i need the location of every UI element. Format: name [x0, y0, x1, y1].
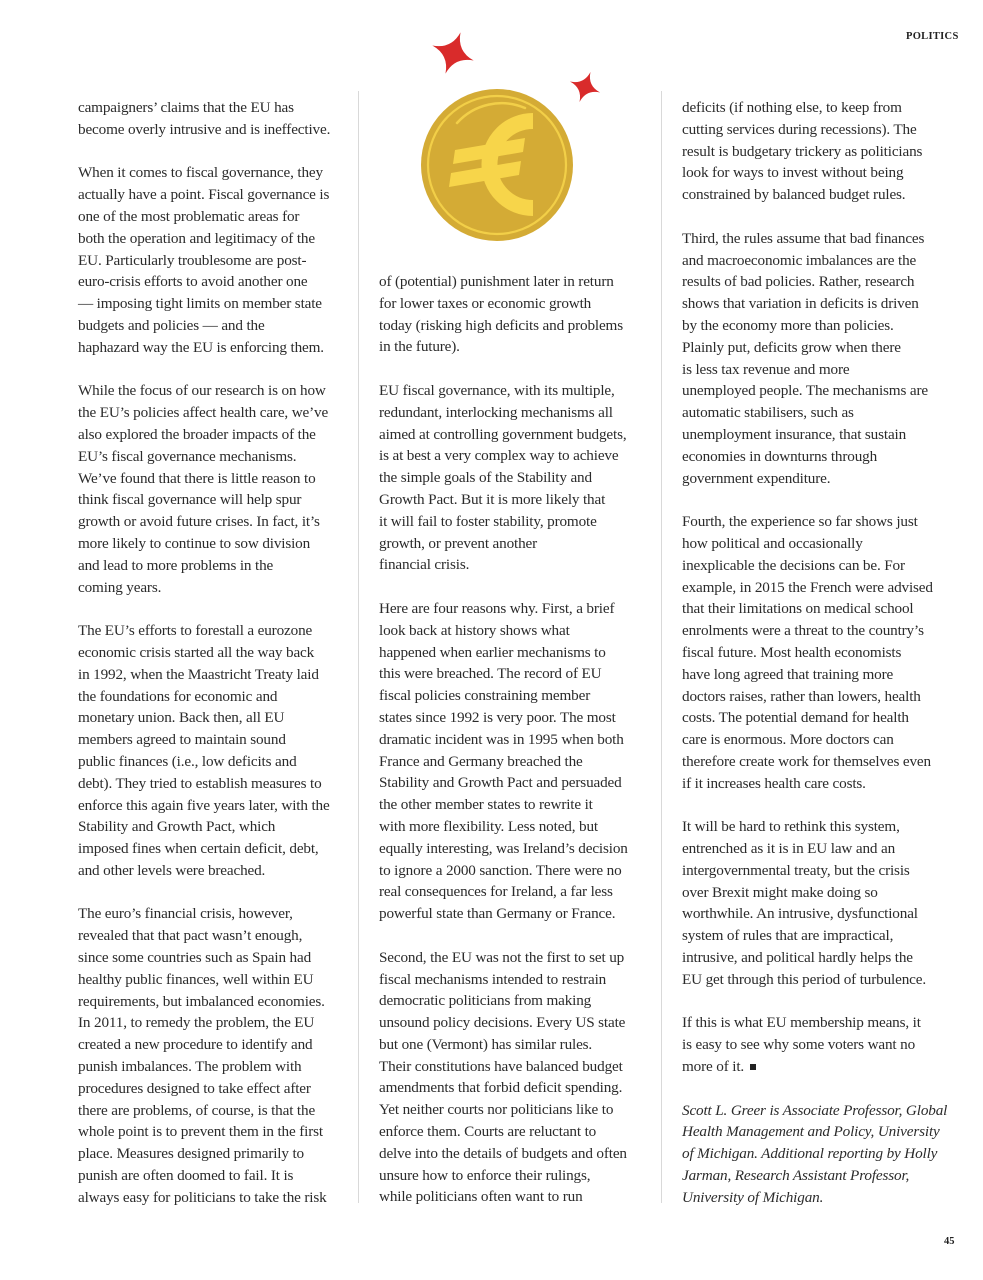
- paragraph: [78, 620, 348, 882]
- text-line: unsound policy decisions. Every US state: [379, 1014, 626, 1032]
- byline-line: Health Management and Policy, University: [682, 1123, 940, 1141]
- text-line: and lead to more problems in the: [78, 556, 274, 574]
- text-line: look for ways to invest without being: [682, 164, 904, 182]
- text-line: look back at history shows what: [379, 621, 570, 639]
- text-line: coming years.: [78, 578, 162, 596]
- text-line: In 2011, to remedy the problem, the EU: [78, 1014, 315, 1032]
- text-line: It will be hard to rethink this system,: [682, 818, 900, 836]
- text-line: fiscal mechanisms intended to restrain: [379, 970, 607, 988]
- page-number: 45: [944, 1236, 955, 1247]
- text-line: public finances (i.e., low deficits and: [78, 752, 297, 770]
- text-line: cutting services during recessions). The: [682, 120, 917, 138]
- paragraph: [379, 271, 649, 358]
- text-line: Fourth, the experience so far shows just: [682, 513, 918, 531]
- text-line: happened when earlier mechanisms to: [379, 643, 606, 661]
- text-line: for lower taxes or economic growth: [379, 294, 592, 312]
- paragraph: [78, 162, 348, 358]
- text-line: in the future).: [379, 338, 460, 356]
- section-label: POLITICS: [906, 31, 959, 42]
- text-line: delve into the details of budgets and often: [379, 1144, 627, 1162]
- text-line: revealed that that pact wasn’t enough,: [78, 927, 303, 945]
- text-line: intergovernmental treaty, but the crisis: [682, 861, 910, 879]
- paragraph: [379, 380, 649, 576]
- text-line: how political and occasionally: [682, 534, 863, 552]
- text-line: that their limitations on medical school: [682, 600, 914, 618]
- text-line: inexplicable the decisions can be. For: [682, 556, 905, 574]
- text-line: of (potential) punishment later in return: [379, 273, 614, 290]
- text-line: care is enormous. More doctors can: [682, 731, 894, 749]
- text-line: EU’s fiscal governance mechanisms.: [78, 447, 297, 465]
- text-line: Their constitutions have balanced budget: [379, 1057, 623, 1075]
- text-line: the other member states to rewrite it: [379, 796, 593, 814]
- text-line: in 1992, when the Maastricht Treaty laid: [78, 665, 319, 683]
- sparkle-icon: [425, 28, 481, 81]
- text-line: always easy for politicians to take the risk: [78, 1188, 327, 1206]
- byline-line: University of Michigan.: [682, 1188, 824, 1206]
- text-line: since some countries such as Spain had: [78, 949, 312, 967]
- end-mark-icon: [750, 1064, 756, 1070]
- sparkle-icon: [564, 66, 605, 107]
- text-line: actually have a point. Fiscal governance is: [78, 186, 330, 204]
- column-divider: [358, 91, 359, 1203]
- text-line: the simple goals of the Stability and: [379, 469, 592, 487]
- text-line: budgets and policies — and the: [78, 316, 265, 334]
- text-line: example, in 2015 the French were advised: [682, 578, 933, 596]
- text-line: today (risking high deficits and problems: [379, 316, 623, 334]
- text-line: economic crisis started all the way back: [78, 643, 315, 661]
- paragraph: [682, 511, 952, 794]
- text-line: campaigners’ claims that the EU has: [78, 99, 294, 116]
- text-line: both the operation and legitimacy of the: [78, 229, 315, 247]
- text-line: democratic politicians from making: [379, 992, 592, 1010]
- author-byline: [682, 1100, 952, 1209]
- text-line: there are problems, of course, is that the: [78, 1101, 316, 1119]
- text-line: Plainly put, deficits grow when there: [682, 338, 901, 356]
- text-line: fiscal policies constraining member: [379, 687, 591, 705]
- text-line: Third, the rules assume that bad finances: [682, 229, 925, 247]
- text-line: Growth Pact. But it is more likely that: [379, 490, 606, 508]
- text-line: debt). They tried to establish measures to: [78, 774, 322, 792]
- text-line: — imposing tight limits on member state: [78, 295, 322, 313]
- paragraph: [682, 1012, 952, 1077]
- text-line: fiscal future. Most health economists: [682, 643, 902, 661]
- text-line: If this is what EU membership means, it: [682, 1014, 921, 1032]
- text-line: redundant, interlocking mechanisms all: [379, 403, 613, 421]
- text-line: While the focus of our research is on how: [78, 382, 326, 400]
- text-line: haphazard way the EU is enforcing them.: [78, 338, 324, 356]
- text-line: punish imbalances. The problem with: [78, 1058, 302, 1076]
- text-line: have long agreed that training more: [682, 665, 894, 683]
- text-line: one of the most problematic areas for: [78, 207, 300, 225]
- text-line: enrolments were a threat to the country’s: [682, 622, 924, 640]
- text-line: deficits (if nothing else, to keep from: [682, 99, 902, 116]
- text-line: result is budgetary trickery as politicians: [682, 142, 923, 160]
- article-column-3: [682, 97, 952, 1230]
- text-line: dramatic incident was in 1995 when both: [379, 730, 624, 748]
- text-line: doctors raises, rather than lowers, health: [682, 687, 921, 705]
- text-line: procedures designed to take effect after: [78, 1079, 311, 1097]
- text-line: is at best a very complex way to achieve: [379, 447, 619, 465]
- text-line: Stability and Growth Pact and persuaded: [379, 774, 622, 792]
- text-line: this were breached. The record of EU: [379, 665, 602, 683]
- text-line: place. Measures designed primarily to: [78, 1145, 304, 1163]
- text-line: financial crisis.: [379, 556, 470, 574]
- text-line: with more flexibility. Less noted, but: [379, 817, 598, 835]
- text-line: by the economy more than policies.: [682, 316, 894, 334]
- text-line: it will fail to foster stability, promote: [379, 512, 597, 530]
- text-line: system of rules that are impractical,: [682, 927, 894, 945]
- text-line: EU fiscal governance, with its multiple,: [379, 381, 615, 399]
- text-line: EU. Particularly troublesome are post-: [78, 251, 307, 269]
- paragraph: [682, 228, 952, 490]
- text-line: but one (Vermont) has similar rules.: [379, 1035, 593, 1053]
- paragraph: [379, 947, 649, 1209]
- text-line: healthy public finances, well within EU: [78, 970, 314, 988]
- text-line: become overly intrusive and is ineffective.: [78, 120, 331, 138]
- text-line: unemployment insurance, that sustain: [682, 425, 907, 443]
- text-line: We’ve found that there is little reason to: [78, 469, 316, 487]
- text-line: Stability and Growth Pact, which: [78, 818, 276, 836]
- text-line: think fiscal governance will help spur: [78, 491, 302, 509]
- text-line: economies in downturns through: [682, 447, 878, 465]
- paragraph: [682, 816, 952, 990]
- article-column-1: [78, 97, 348, 1230]
- byline-line: of Michigan. Additional reporting by Holly: [682, 1145, 938, 1163]
- text-line: automatic stabilisers, such as: [682, 404, 854, 422]
- paragraph: [682, 97, 952, 206]
- text-line: unemployed people. The mechanisms are: [682, 382, 928, 400]
- text-line: over Brexit might make doing so: [682, 883, 878, 901]
- text-line: intrusive, and political hardly helps the: [682, 949, 913, 967]
- text-line: if it increases health care costs.: [682, 774, 866, 792]
- text-line: euro-crisis efforts to avoid another one: [78, 273, 308, 291]
- text-line: [682, 1056, 952, 1078]
- text-line: imposed fines when certain deficit, debt,: [78, 840, 319, 858]
- byline-line: Jarman, Research Assistant Professor,: [682, 1167, 910, 1185]
- text-line: therefore create work for themselves even: [682, 752, 931, 770]
- text-line: real consequences for Ireland, a far less: [379, 883, 613, 901]
- text-line: while politicians often want to run: [379, 1188, 583, 1206]
- text-line: government expenditure.: [682, 469, 831, 487]
- text-line: punish are often doomed to fail. It is: [78, 1167, 294, 1185]
- byline-line: Scott L. Greer is Associate Professor, Global: [682, 1101, 948, 1119]
- text-line: whole point is to prevent them in the first: [78, 1123, 323, 1141]
- text-line: worthwhile. An intrusive, dysfunctional: [682, 905, 918, 923]
- text-line: constrained by balanced budget rules.: [682, 186, 906, 204]
- text-line: The EU’s efforts to forestall a eurozone: [78, 622, 313, 640]
- text-line: monetary union. Back then, all EU: [78, 709, 285, 727]
- article-column-2: [379, 271, 649, 1230]
- text-line: costs. The potential demand for health: [682, 709, 909, 727]
- text-line: to ignore a 2000 sanction. There were no: [379, 861, 622, 879]
- text-line: EU get through this period of turbulence.: [682, 970, 926, 988]
- paragraph: [78, 97, 348, 141]
- text-line: enforce this again five years later, with the: [78, 796, 330, 814]
- text-line: members agreed to maintain sound: [78, 731, 286, 749]
- paragraph: [78, 903, 348, 1208]
- text-line: equally interesting, was Ireland’s decision: [379, 839, 628, 857]
- text-line: shows that variation in deficits is driven: [682, 295, 919, 313]
- text-line: entrenched as it is in EU law and an: [682, 840, 896, 858]
- text-line: growth, or prevent another: [379, 534, 538, 552]
- text-line: and macroeconomic imbalances are the: [682, 251, 917, 269]
- column-divider: [661, 91, 662, 1203]
- text-line: Here are four reasons why. First, a brief: [379, 599, 615, 617]
- text-line: created a new procedure to identify and: [78, 1036, 313, 1054]
- text-line: aimed at controlling government budgets,: [379, 425, 627, 443]
- text-line: unsure how to enforce their rulings,: [379, 1166, 591, 1184]
- text-line: Second, the EU was not the first to set up: [379, 948, 625, 966]
- text-line: also explored the broader impacts of the: [78, 425, 316, 443]
- text-line: enforce them. Courts are reluctant to: [379, 1123, 597, 1141]
- text-line: results of bad policies. Rather, research: [682, 273, 915, 291]
- text-line: and other levels were breached.: [78, 861, 266, 879]
- text-line: is easy to see why some voters want no: [682, 1036, 916, 1054]
- text-line: amendments that forbid deficit spending.: [379, 1079, 623, 1097]
- text-line: states since 1992 is very poor. The most: [379, 708, 616, 726]
- text-line: When it comes to fiscal governance, they: [78, 164, 323, 182]
- paragraph: [379, 598, 649, 925]
- text-line: France and Germany breached the: [379, 752, 583, 770]
- text-line: powerful state than Germany or France.: [379, 905, 616, 923]
- text-line: The euro’s financial crisis, however,: [78, 905, 293, 923]
- text-line: more likely to continue to sow division: [78, 534, 311, 552]
- text-line: the EU’s policies affect health care, we’ve: [78, 404, 329, 422]
- text-line: is less tax revenue and more: [682, 360, 850, 378]
- text-line: requirements, but imbalanced economies.: [78, 992, 325, 1010]
- euro-coin-icon: [415, 28, 615, 248]
- text-line-content: more of it.: [682, 1058, 745, 1076]
- text-line: the foundations for economic and: [78, 687, 278, 705]
- paragraph: [78, 380, 348, 598]
- text-line: Yet neither courts nor politicians like to: [379, 1101, 614, 1119]
- text-line: growth or avoid future crises. In fact, it’s: [78, 513, 320, 531]
